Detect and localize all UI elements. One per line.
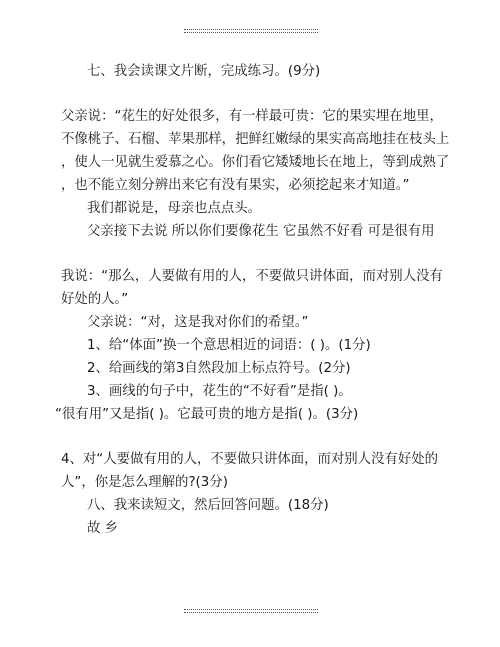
question-1: 1、给“体面”换一个意思相近的词语：( )。(1分) [87,338,371,353]
passage-line: 我说：“那么，人要做有用的人，不要做只讲体面，而对别人没有 [61,269,443,284]
question-4: 4、对“人要做有用的人，不要做只讲体面，而对别人没有好处的 [61,452,439,467]
question-3: 3、画线的句子中，花生的“不好看”是指( )。 [87,384,352,399]
section-8-heading: 八、我来读短文，然后回答问题。(18分) [87,498,329,513]
passage-line: ，使人一见就生爱慕之心。你们看它矮矮地长在地上，等到成熟了 [61,155,450,170]
underlined-paragraph: 父亲接下去说 所以你们要像花生 它虽然不好看 可是很有用 [87,224,435,239]
passage-line: ，也不能立刻分辨出来它有没有果实，必须挖起来才知道。” [61,178,410,193]
passage-line: 父亲说：“花生的好处很多，有一样最可贵：它的果实埋在地里， [61,109,443,124]
passage-line: 不像桃子、石榴、苹果那样，把鲜红嫩绿的果实高高地挂在枝头上 [61,132,450,147]
passage-line: 好处的人。” [61,292,129,307]
section-7-heading: 七、我会读课文片断，完成练习。(9分) [87,64,321,79]
footer-rule [184,609,318,613]
question-3-continued: “很有用”又是指( )。它最可贵的地方是指( )。(3分) [55,407,359,422]
question-4-continued: 人”，你是怎么理解的?(3分) [61,475,228,490]
header-rule [184,29,318,33]
passage-line: 我们都说是，母亲也点点头。 [87,201,262,216]
question-2: 2、给画线的第3自然段加上标点符号。(2分) [87,361,351,376]
passage-line: 父亲说：“对，这是我对你们的希望。” [87,315,309,330]
story-title: 故 乡 [87,521,119,536]
